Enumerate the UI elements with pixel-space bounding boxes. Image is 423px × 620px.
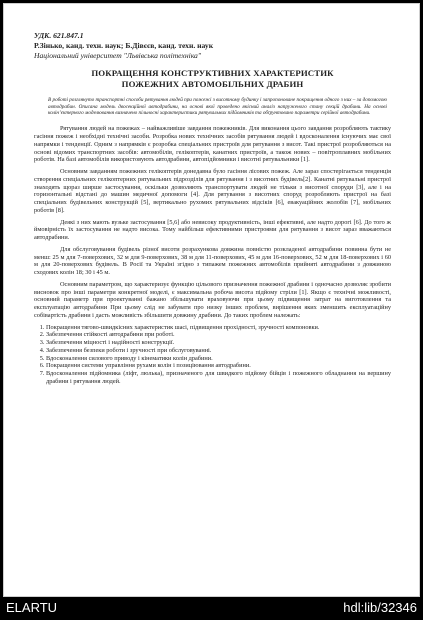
- affiliation-line: Національний університет "Львівська політехніка": [34, 51, 202, 60]
- list-item: 6. Покращення системи управління рухами колін і позиціювання автодрабини.: [46, 362, 391, 370]
- body-paragraph-3: Деякі з них мають вузьке застосування [5,6] або невисоку продуктивність, інші ефективні, але надто дорогі [6]. До того ж ймовірність їх застосування не надто висока. Тому найбільш ефективними пристроями для рятування з висот зараз вважаються автодрабини.: [34, 218, 391, 242]
- handle-id: hdl:lib/32346: [343, 600, 417, 615]
- title-line-2: ПОЖЕЖНИХ АВТОМОБІЛЬНИХ ДРАБИН: [121, 78, 304, 89]
- footer-bar: [0, 597, 423, 620]
- paper-title: [34, 68, 391, 90]
- authors-line: Р.Зінько, канд. техн. наук; Б.Дівєєв, канд. техн. наук: [34, 41, 214, 50]
- body-paragraph-5: Основним параметром, що характеризує функцію цільового призначення пожежної драбини і одночасно дозволяє зробити висновок про інші параметри конкретної моделі, є максимальна робоча висота підйому стріли [1]. Якщо є технічні можливості, основний параметр при проектуванні бажано збільшувати враховуючи при цьому підвищення затрат на виготовлення та експлуатацію автодрабини При цьому слід не забувати про низку інших проблем, вирішення яких зменшить експлуатаційну собівартість драбини і дасть можливість збільшити довжину драбини. До таких проблем належать:: [34, 280, 391, 319]
- abstract: В роботі розглянуто транспортні способи рятування людей при пожежі з висотному будинку і запропоноване покращення одного з них – за допомогою автодрабин. Описана модель двосекційної автодрабини, на основі якої проведено якісний аналіз напруженого стану секцій драбини. На основі колін’єктерного моделювання визначено пільносні характеристики рятувальних підйомників та обґрунтовано параметри серійної автодрабини.: [48, 96, 387, 117]
- list-item: 2. Забезпечення стійкості автодрабини при роботі.: [46, 331, 391, 339]
- body-paragraph-1: Рятування людей на пожежах – найважливіше завдання пожежників. Для виконання цього завдання розробляють тактику гасіння пожеж і необхідні технічні засоби. Розробка нових технічних засобів рятування людей і вдосконалення існуючих має свої напрямки і тенденції. Одним з напрямків є розробка спеціальних пристроїв для рятування з висот. Такі пристрої розробляються на основі відомих транспортних засобів: автомобілів, гелікоптерів, канатних пристроїв, а також нових – повітроплавних мобільних роботів. На базі автомобілів використовують автодрабини, автопідйомники і висотні рятувальники [1].: [34, 125, 391, 164]
- body-paragraph-2: Основним завданням пожежних гелікоптерів донедавна було гасіння лісових пожеж. Але зараз спостерігається тенденція створення спеціальних гелікоптерних рятувальних підрозділів для рятування і з висотних будівель[2]. Канатні рятувальні пристрої знаходять щораз ширше застосування, оскільки дозволяють транспортувати людей не тільки з висотної споруди [3], але і на горизонтальні відстані до машин медичної допомоги [4]. Для рятування з висотних споруд розробляють пристрої на базі спеціальних будівельних конструкцій [5], вертикально рухомих рятувальних відсіків [6], евакуаційних жолобів [7], мобільних роботів [8].: [34, 168, 391, 214]
- list-item: 5. Вдосконалення силового приводу і кінематики колін драбини.: [46, 355, 391, 363]
- list-item: 1. Покращення тягово-швидкісних характеристик шасі, підвищення прохідності, зручності компоновки.: [46, 324, 391, 332]
- problems-list: [34, 324, 391, 386]
- list-item: 7. Вдосконалення підйомника (ліфт, люлька), призначеного для швидкого підйому бійців і пожежного обладнання на вершину драбини і рятування людей.: [46, 370, 391, 386]
- list-item: 4. Забезпечення безпеки роботи і зручності при обслуговуванні.: [46, 347, 391, 355]
- document-page: [3, 3, 420, 597]
- title-line-1: ПОКРАЩЕННЯ КОНСТРУКТИВНИХ ХАРАКТЕРИСТИК: [91, 68, 334, 78]
- repository-name: ELARTU: [6, 600, 58, 615]
- body-paragraph-4: Для обслуговування будівель різної висоти розрахункова довжина повністю розкладеної автодрабини повинна бути не менш: 25 м для 7-поверхових, 32 м для 9-поверхових, 38 м для 11-поверхових, 45 м для 16-поверхових, 52 м для 18-поверхових і 60 м для 20-поверхових будівель. В Росії та Україні згідно з типажем пожежних автомобілів прийняті автодрабини з довжиною сходових колін 18; 30 і 45 м.: [34, 245, 391, 277]
- udk-code: УДК. 621.847.1: [34, 31, 84, 40]
- list-item: 3. Забезпечення міцності і надійності конструкції.: [46, 339, 391, 347]
- page-content: [34, 31, 391, 386]
